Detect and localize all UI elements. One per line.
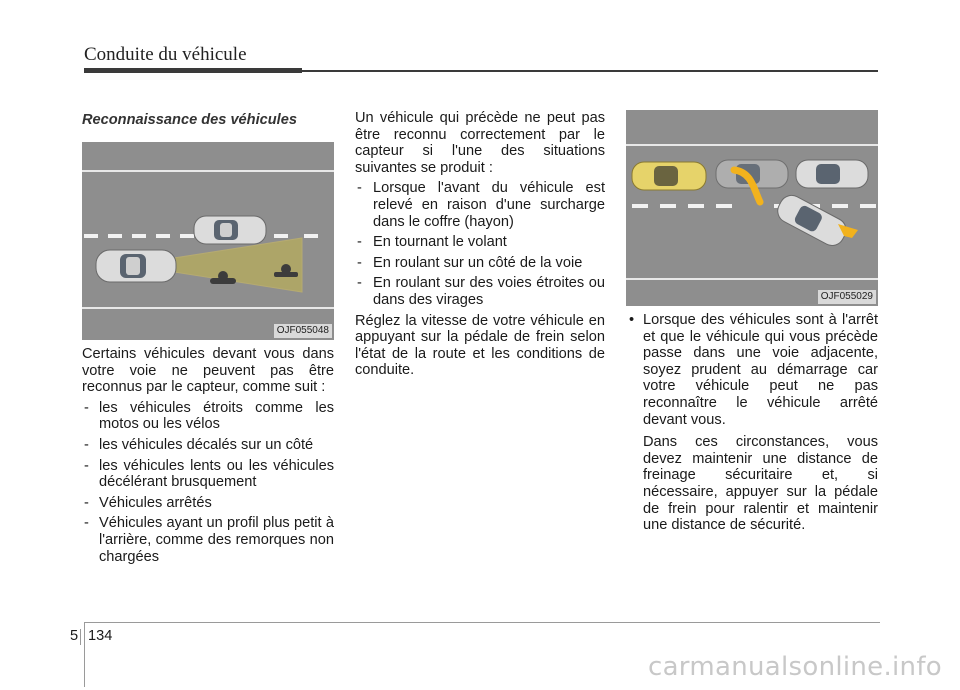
footer-vertical-rule bbox=[84, 623, 85, 687]
list-item: - En roulant sur un côté de la voie bbox=[357, 254, 583, 271]
paragraph: Certains véhicules devant vous dans votre voie ne peuvent pas être reconnus par le capteur, comme suit : bbox=[82, 346, 334, 396]
paragraph: Réglez la vitesse de votre véhicule en appuyant sur la pédale de frein selon l'état de la route et les conditions de conduite. bbox=[355, 312, 605, 379]
paragraph: Un véhicule qui précède ne peut pas être reconnu correctement par le capteur si l'une des situations suivantes se produit : bbox=[355, 110, 605, 176]
watermark: carmanualsonline.info bbox=[647, 652, 942, 682]
page-number: 134 bbox=[88, 628, 113, 644]
figure-vehicle-recognition bbox=[82, 142, 334, 340]
column-1 bbox=[82, 110, 334, 569]
list-item: - En roulant sur des voies étroites ou dans des virages bbox=[357, 275, 605, 308]
chapter-title: Conduite du véhicule bbox=[84, 44, 247, 65]
list-item: - Véhicules ayant un profil plus petit à l'arrière, comme des remorques non chargées bbox=[84, 515, 334, 565]
footer-rule bbox=[84, 622, 880, 623]
column-2 bbox=[355, 110, 605, 379]
footer-separator bbox=[80, 629, 81, 645]
list-item: - En tournant le volant bbox=[357, 234, 507, 251]
car-icon bbox=[632, 162, 706, 190]
list bbox=[82, 400, 334, 565]
list-item: - les véhicules étroits comme les motos ou les vélos bbox=[84, 399, 334, 433]
road-illustration bbox=[82, 142, 334, 340]
figure-code: OJF055048 bbox=[274, 324, 332, 338]
section-title: Reconnaissance des véhicules bbox=[82, 112, 297, 128]
figure-code: OJF055029 bbox=[818, 290, 876, 304]
chapter-number: 5 bbox=[70, 628, 79, 644]
bullet-item: • Lorsque des véhicules sont à l'arrêt et que le véhicule qui vous précède passe dans une voie adjacente, soyez prudent au démarrage car votre véhicule peut ne pas reconnaître le véhicule arrêté devant vous. bbox=[629, 312, 878, 428]
paragraph: Dans ces circonstances, vous devez maintenir une distance de freinage sécuritaire et, si nécessaire, appuyer sur la pédale de frein pour ralentir et maintenir une distance de sécurité. bbox=[643, 434, 878, 534]
car-icon bbox=[96, 250, 176, 282]
header-rule bbox=[302, 70, 878, 72]
car-icon bbox=[796, 160, 868, 188]
column-3 bbox=[626, 110, 878, 534]
list-item: - Véhicules arrêtés bbox=[84, 494, 212, 511]
car-icon bbox=[194, 216, 266, 244]
header-bar bbox=[84, 68, 302, 73]
list-item: - les véhicules lents ou les véhicules décélérant brusquement bbox=[84, 457, 334, 491]
list bbox=[355, 180, 605, 308]
list-item: - les véhicules décalés sur un côté bbox=[84, 436, 314, 453]
figure-stopped-vehicle bbox=[626, 110, 878, 306]
list-item: - Lorsque l'avant du véhicule est relevé en raison d'une surcharge dans le coffre (hayon) bbox=[357, 180, 605, 230]
road-illustration bbox=[626, 110, 878, 306]
